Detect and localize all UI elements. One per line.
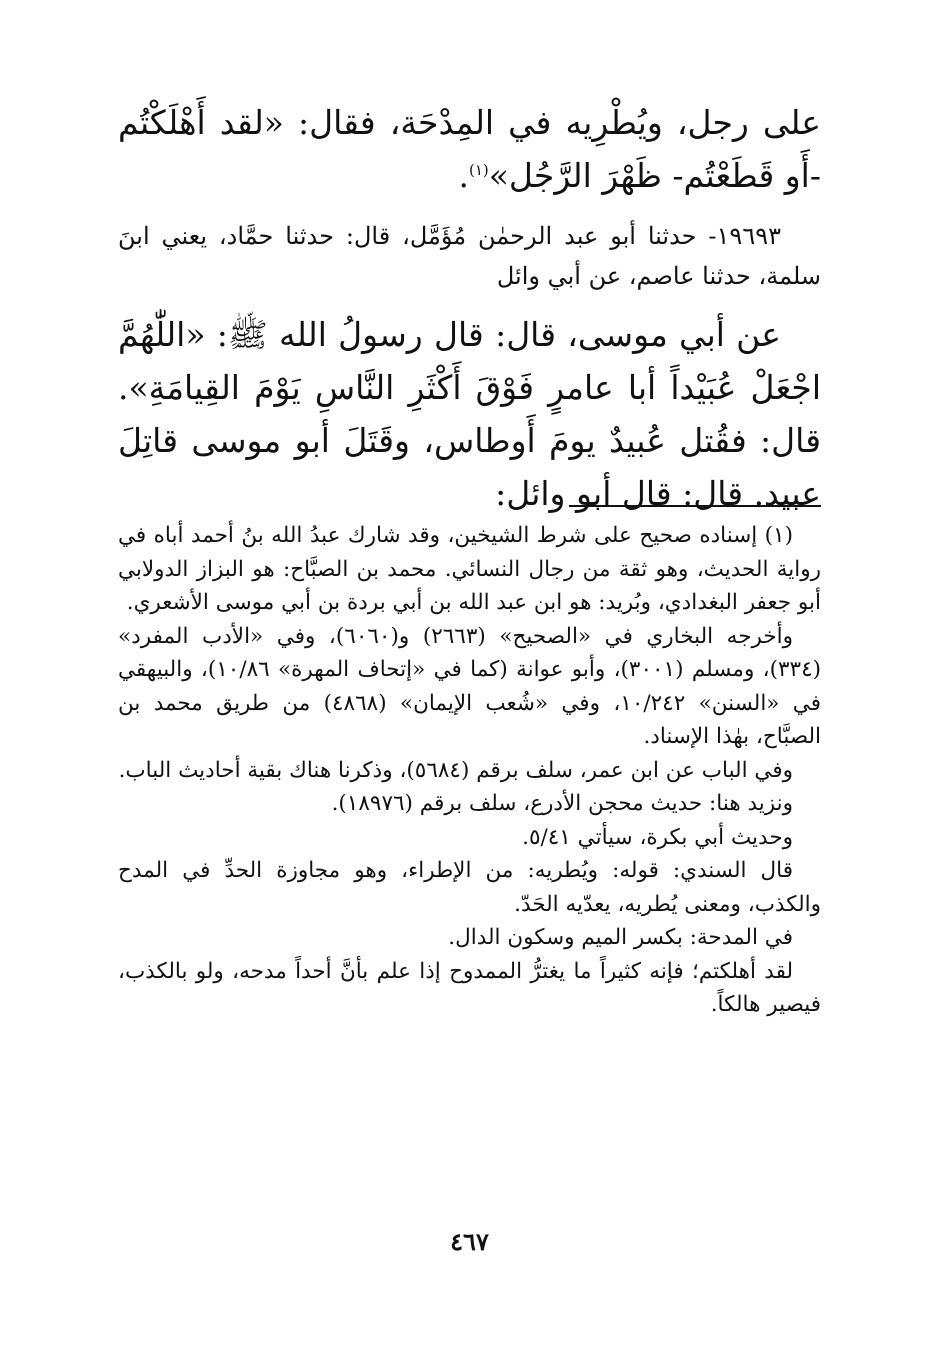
spacer	[118, 202, 821, 216]
footnote-1: (١) إسناده صحيح على شرط الشيخين، وقد شارك عبدُ الله بنُ أحمد أباه في رواية الحديث، وهو ثقة من رجال النسائي. محمد بن الصبَّاح: هو البزاز الدولابي أبو جعفر البغدادي، وبُريد: هو ابن عبد الله بن أبي بردة بن أبي موسى الأشعري.	[118, 523, 821, 615]
spacer	[118, 296, 821, 308]
hadith-chain	[118, 216, 821, 296]
footnote-paragraph: وفي الباب عن ابن عمر، سلف برقم (٥٦٨٤)، وذكرنا هناك بقية أحاديث الباب.	[118, 757, 793, 783]
footnote-paragraph: وحديث أبي بكرة، سيأتي ٥/٤١.	[522, 824, 793, 850]
footnote-paragraph: وأخرجه البخاري في «الصحيح» (٢٦٦٣) و(٦٠٦٠)، وفي «الأدب المفرد» (٣٣٤)، ومسلم (٣٠٠١)، وأبو عوانة (كما في «إتحاف المهرة» ١٠/٨٦)، والبيهقي في «السنن» ١٠/٢٤٢، وفي «شُعب الإيمان» (٤٨٦٨) من طريق محمد بن الصبَّاح، بهٰذا الإسناد.	[118, 623, 822, 749]
main-paragraph-1-text: على رجل، ويُطْرِيه في المِدْحَة، فقال: «لقد أَهْلَكْتُم -أَو قَطَعْتُم- ظَهْرَ الرَّجُل»	[118, 103, 821, 195]
footnote-paragraph: لقد أهلكتم؛ فإنه كثيراً ما يغترُّ الممدوح إذا علم بأنَّ أحداً مدحه، ولو بالكذب، فيصير هالكاً.	[118, 958, 821, 1017]
main-paragraph-1	[118, 96, 821, 202]
footnote-paragraph: ونزيد هنا: حديث محجن الأدرع، سلف برقم (١٨٩٧٦).	[331, 791, 793, 816]
page-number: ٤٦٧	[450, 1227, 489, 1256]
footnote-separator	[569, 505, 821, 507]
page-content	[118, 96, 821, 1353]
footnotes	[118, 519, 821, 1022]
hadith-number: ١٩٦٩٣-	[708, 222, 781, 250]
footnote-paragraph: قال السندي: قوله: ويُطريه: من الإطراء، وهو مجاوزة الحدِّ في المدح والكذب، ومعنى يُطريه، يعدّيه الحَدّ.	[118, 858, 821, 917]
hadith-chain-text: حدثنا أبو عبد الرحمٰن مُؤَمَّل، قال: حدثنا حمَّاد، يعني ابنَ سلمة، حدثنا عاصم، عن أبي وائل	[118, 222, 821, 290]
footnote-paragraph: في المدحة: بكسر الميم وسكون الدال.	[448, 925, 793, 950]
footnote-reference: (١)	[468, 161, 489, 179]
main-paragraph-2: عن أبي موسى، قال: قال رسولُ الله ﷺ: «اللّٰهُمَّ اجْعَلْ عُبَيْداً أبا عامرٍ فَوْقَ أَكْثَرِ النَّاسِ يَوْمَ القِيامَةِ». قال: فقُتل عُبيدٌ يومَ أَوطاس، وقَتَلَ أبو موسى قاتِلَ عبيد. قال: قال أبو وائل:	[118, 315, 821, 513]
main-paragraph-1-end: .	[458, 156, 469, 195]
